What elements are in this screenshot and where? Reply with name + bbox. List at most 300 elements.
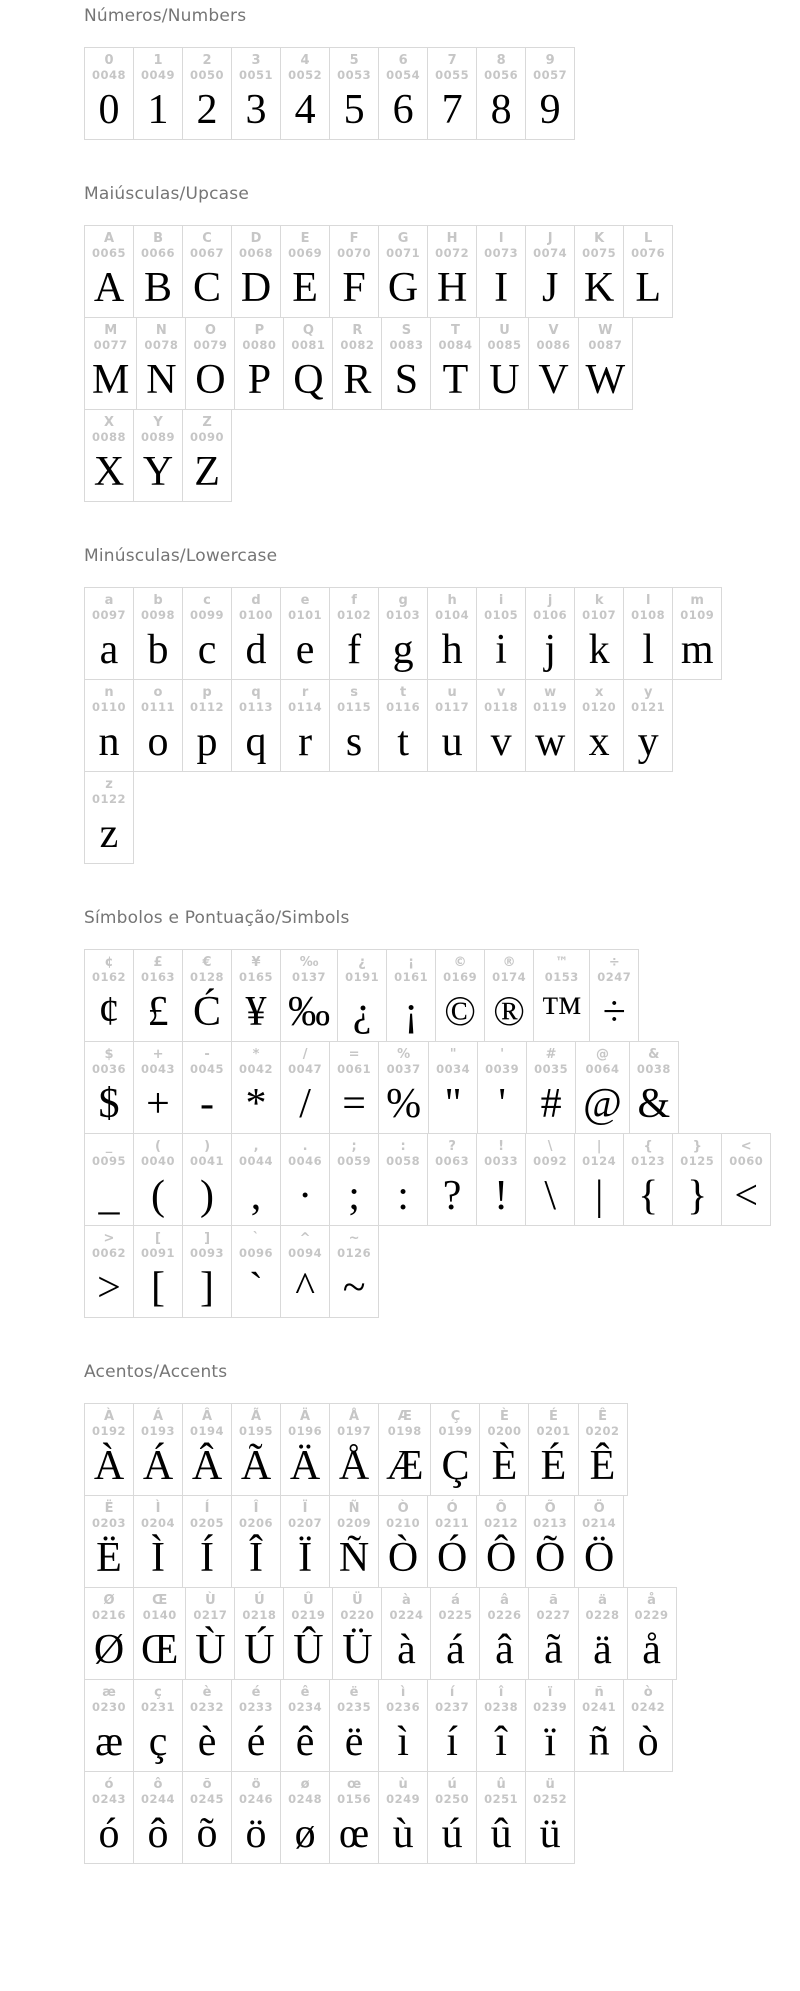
cell-glyph: X <box>93 449 125 495</box>
glyph-cell <box>84 949 134 1042</box>
glyph-row <box>84 1225 790 1318</box>
cell-code-label: 0219 <box>291 1608 326 1622</box>
cell-glyph: y <box>637 719 659 765</box>
cell-code-label: 0225 <box>438 1608 473 1622</box>
cell-code-label: 0088 <box>92 430 127 444</box>
cell-char-label: - <box>204 1047 210 1062</box>
cell-glyph: q <box>245 719 267 765</box>
glyph-cell <box>182 47 232 140</box>
cell-char-label: ) <box>204 1139 211 1154</box>
cell-glyph: n <box>98 719 120 765</box>
glyph-cell <box>574 679 624 772</box>
glyph-cell <box>280 225 330 318</box>
cell-char-label: Ú <box>254 1593 265 1608</box>
cell-glyph: < <box>734 1173 759 1219</box>
cell-code-label: 0252 <box>533 1792 568 1806</box>
cell-char-label: m <box>690 593 704 608</box>
cell-code-label: 0051 <box>239 68 274 82</box>
cell-char-label: x <box>594 685 604 700</box>
glyph-cell <box>476 1495 526 1588</box>
cell-glyph: K <box>583 265 615 311</box>
cell-glyph: Ì <box>151 1535 166 1581</box>
cell-char-label: æ <box>102 1685 116 1700</box>
cell-code-label: 0058 <box>386 1154 421 1168</box>
cell-code-label: 0052 <box>288 68 323 82</box>
cell-glyph: , <box>250 1173 262 1219</box>
cell-char-label: Ó <box>446 1501 458 1516</box>
glyph-cell <box>427 1771 477 1864</box>
cell-glyph: # <box>540 1081 562 1127</box>
cell-code-label: 0078 <box>144 338 179 352</box>
glyph-row <box>84 225 790 318</box>
cell-code-label: 0247 <box>597 970 632 984</box>
cell-char-label: @ <box>595 1047 609 1062</box>
cell-glyph: ú <box>441 1811 463 1857</box>
glyph-cell <box>280 1495 330 1588</box>
glyph-cell <box>182 587 232 680</box>
cell-glyph: { <box>638 1173 659 1219</box>
cell-code-label: 0039 <box>485 1062 520 1076</box>
cell-code-label: 0206 <box>239 1516 274 1530</box>
cell-glyph: 7 <box>441 87 463 133</box>
cell-glyph: Ï <box>298 1535 313 1581</box>
glyph-cell <box>231 1403 281 1496</box>
cell-code-label: 0246 <box>239 1792 274 1806</box>
glyph-cell <box>133 679 183 772</box>
cell-char-label: h <box>447 593 457 608</box>
cell-code-label: 0128 <box>190 970 225 984</box>
cell-glyph: å <box>642 1627 661 1673</box>
cell-glyph: Ü <box>342 1627 373 1673</box>
cell-char-label: î <box>498 1685 504 1700</box>
cell-char-label: G <box>397 231 409 246</box>
cell-char-label: d <box>251 593 261 608</box>
glyph-cell <box>528 317 578 410</box>
cell-glyph: À <box>93 1443 125 1489</box>
cell-glyph: ! <box>494 1173 509 1219</box>
glyph-cell <box>332 1587 382 1680</box>
cell-glyph: ó <box>98 1811 120 1857</box>
cell-code-label: 0049 <box>141 68 176 82</box>
glyph-cell <box>182 1403 232 1496</box>
cell-char-label: ú <box>447 1777 457 1792</box>
glyph-cell <box>329 1495 379 1588</box>
cell-glyph: à <box>397 1627 416 1673</box>
glyph-cell <box>623 1133 673 1226</box>
cell-code-label: 0153 <box>544 970 579 984</box>
cell-glyph: ö <box>245 1811 267 1857</box>
cell-char-label: _ <box>105 1139 113 1154</box>
glyph-cell <box>84 47 134 140</box>
glyph-cell <box>84 1225 134 1318</box>
glyph-cell <box>525 47 575 140</box>
cell-code-label: 0069 <box>288 246 323 260</box>
cell-char-label: å <box>647 1593 656 1608</box>
glyph-cell <box>386 949 436 1042</box>
glyph-cell <box>84 1495 134 1588</box>
cell-code-label: 0099 <box>190 608 225 622</box>
glyph-cell <box>136 317 186 410</box>
glyph-cell <box>329 47 379 140</box>
cell-char-label: õ <box>202 1777 212 1792</box>
cell-glyph: F <box>342 265 366 311</box>
cell-char-label: [ <box>155 1231 161 1246</box>
cell-char-label: Â <box>202 1409 213 1424</box>
cell-char-label: 7 <box>447 53 457 68</box>
glyph-cell <box>231 587 281 680</box>
cell-code-label: 0087 <box>588 338 623 352</box>
cell-char-label: ¿ <box>358 955 366 970</box>
cell-code-label: 0062 <box>92 1246 127 1260</box>
cell-glyph: í <box>446 1719 458 1765</box>
glyph-cell <box>231 949 281 1042</box>
glyph-cell <box>525 225 575 318</box>
glyph-grid <box>84 225 790 502</box>
glyph-cell <box>672 587 722 680</box>
cell-code-label: 0103 <box>386 608 421 622</box>
glyph-row <box>84 679 790 772</box>
cell-glyph: Æ <box>386 1443 424 1489</box>
glyph-cell <box>231 225 281 318</box>
glyph-cell <box>133 1679 183 1772</box>
cell-glyph: m <box>680 627 714 673</box>
cell-code-label: 0249 <box>386 1792 421 1806</box>
glyph-row <box>84 409 790 502</box>
cell-glyph: ò <box>637 1719 659 1765</box>
cell-glyph: Ä <box>289 1443 321 1489</box>
cell-char-label: è <box>202 1685 212 1700</box>
glyph-cell <box>280 1041 330 1134</box>
glyph-cell <box>332 317 382 410</box>
cell-code-label: 0079 <box>193 338 228 352</box>
glyph-cell <box>578 1587 628 1680</box>
cell-code-label: 0102 <box>337 608 372 622</box>
cell-code-label: 0043 <box>141 1062 176 1076</box>
cell-code-label: 0076 <box>631 246 666 260</box>
glyph-cell <box>623 1679 673 1772</box>
glyph-cell <box>479 1587 529 1680</box>
cell-code-label: 0110 <box>92 700 127 714</box>
cell-code-label: 0196 <box>288 1424 323 1438</box>
glyph-cell <box>280 1403 330 1496</box>
cell-glyph: A <box>93 265 125 311</box>
cell-char-label: $ <box>104 1047 114 1062</box>
cell-glyph: U <box>489 357 520 403</box>
cell-char-label: l <box>645 593 651 608</box>
glyph-cell <box>476 1133 526 1226</box>
cell-glyph: i <box>495 627 507 673</box>
cell-glyph: ¿ <box>352 989 372 1035</box>
cell-code-label: 0198 <box>387 1424 422 1438</box>
cell-glyph: ` <box>249 1265 264 1311</box>
cell-char-label: # <box>545 1047 557 1062</box>
glyph-cell <box>378 1771 428 1864</box>
cell-glyph: C <box>193 265 222 311</box>
glyph-cell <box>525 679 575 772</box>
cell-code-label: 0200 <box>487 1424 522 1438</box>
cell-glyph: ; <box>348 1173 360 1219</box>
cell-char-label: g <box>398 593 408 608</box>
cell-char-label: " <box>449 1047 457 1062</box>
glyph-cell <box>479 317 529 410</box>
cell-glyph: a <box>99 627 119 673</box>
cell-char-label: u <box>447 685 457 700</box>
cell-code-label: 0035 <box>534 1062 569 1076</box>
cell-glyph: G <box>387 265 419 311</box>
cell-code-label: 0234 <box>288 1700 323 1714</box>
cell-glyph: Ô <box>485 1535 517 1581</box>
cell-char-label: n <box>104 685 114 700</box>
cell-glyph: Ç <box>441 1443 470 1489</box>
cell-glyph: ¥ <box>245 989 267 1035</box>
cell-glyph: l <box>642 627 655 673</box>
cell-code-label: 0094 <box>288 1246 323 1260</box>
cell-code-label: 0233 <box>239 1700 274 1714</box>
cell-glyph: x <box>588 719 610 765</box>
cell-char-label: r <box>301 685 309 700</box>
glyph-cell <box>623 225 673 318</box>
cell-glyph: Ò <box>387 1535 419 1581</box>
cell-glyph: Ć <box>193 989 222 1035</box>
cell-glyph: Õ <box>534 1535 566 1581</box>
glyph-cell <box>133 1771 183 1864</box>
glyph-cell <box>430 317 480 410</box>
cell-char-label: ( <box>155 1139 161 1154</box>
cell-glyph: - <box>200 1081 215 1127</box>
glyph-section <box>84 1362 790 1864</box>
cell-code-label: 0047 <box>288 1062 323 1076</box>
cell-code-label: 0226 <box>487 1608 522 1622</box>
glyph-cell <box>574 1679 624 1772</box>
cell-char-label: Î <box>253 1501 259 1516</box>
glyph-cell <box>525 587 575 680</box>
cell-code-label: 0061 <box>337 1062 372 1076</box>
cell-char-label: Ê <box>598 1409 607 1424</box>
glyph-cell <box>84 1041 134 1134</box>
glyph-row <box>84 317 790 410</box>
glyph-cell <box>427 679 477 772</box>
cell-glyph: Í <box>200 1535 215 1581</box>
cell-glyph: ¡ <box>404 989 419 1035</box>
glyph-row <box>84 1587 790 1680</box>
cell-char-label: Ü <box>352 1593 363 1608</box>
cell-glyph: H <box>436 265 468 311</box>
cell-code-label: 0137 <box>292 970 327 984</box>
cell-char-label: ë <box>349 1685 359 1700</box>
cell-char-label: ‰ <box>299 955 319 970</box>
glyph-cell <box>337 949 387 1042</box>
cell-char-label: Z <box>202 415 212 430</box>
cell-glyph: g <box>392 627 414 673</box>
cell-glyph: Ö <box>583 1535 615 1581</box>
cell-char-label: ä <box>598 1593 607 1608</box>
glyph-cell <box>182 1041 232 1134</box>
cell-glyph: V <box>538 357 569 403</box>
glyph-cell <box>182 1771 232 1864</box>
cell-code-label: 0236 <box>386 1700 421 1714</box>
glyph-cell <box>84 317 137 410</box>
cell-glyph: b <box>147 627 169 673</box>
cell-char-label: X <box>103 415 115 430</box>
cell-char-label: É <box>549 1409 558 1424</box>
cell-char-label: \ <box>547 1139 553 1154</box>
cell-glyph: ] <box>200 1265 215 1311</box>
cell-code-label: 0036 <box>92 1062 127 1076</box>
glyph-cell <box>84 1403 134 1496</box>
cell-code-label: 0116 <box>386 700 421 714</box>
glyph-cell <box>329 1679 379 1772</box>
glyph-cell <box>525 1771 575 1864</box>
cell-glyph: ô <box>147 1811 169 1857</box>
cell-char-label: Ö <box>593 1501 605 1516</box>
glyph-cell <box>427 1495 477 1588</box>
glyph-section <box>84 546 790 864</box>
cell-code-label: 0064 <box>585 1062 620 1076</box>
glyph-cell <box>84 409 134 502</box>
glyph-cell <box>629 1041 679 1134</box>
glyph-row <box>84 949 790 1042</box>
cell-glyph: ê <box>295 1719 315 1765</box>
cell-char-label: ` <box>252 1231 260 1246</box>
cell-char-label: s <box>350 685 358 700</box>
cell-char-label: a <box>104 593 114 608</box>
cell-glyph: Ó <box>436 1535 468 1581</box>
cell-glyph: O <box>195 357 226 403</box>
cell-code-label: 0092 <box>533 1154 568 1168</box>
cell-code-label: 0101 <box>288 608 323 622</box>
cell-code-label: 0119 <box>533 700 568 714</box>
cell-glyph: Ñ <box>338 1535 370 1581</box>
cell-glyph: ì <box>397 1719 409 1765</box>
glyph-cell <box>231 1679 281 1772</box>
cell-code-label: 0163 <box>141 970 176 984</box>
cell-code-label: 0245 <box>190 1792 225 1806</box>
cell-code-label: 0050 <box>190 68 225 82</box>
cell-code-label: 0098 <box>141 608 176 622</box>
section-title: Maiúsculas/Upcase <box>84 184 249 204</box>
cell-char-label: à <box>402 1593 411 1608</box>
cell-char-label: ì <box>400 1685 406 1700</box>
cell-code-label: 0045 <box>190 1062 225 1076</box>
cell-char-label: K <box>594 231 605 246</box>
cell-char-label: ó <box>104 1777 114 1792</box>
cell-code-label: 0080 <box>242 338 277 352</box>
cell-code-label: 0091 <box>141 1246 176 1260</box>
glyph-row <box>84 1679 790 1772</box>
cell-code-label: 0057 <box>533 68 568 82</box>
cell-code-label: 0111 <box>141 700 176 714</box>
cell-char-label: F <box>349 231 359 246</box>
glyph-cell <box>133 949 183 1042</box>
cell-code-label: 0114 <box>288 700 323 714</box>
cell-glyph: î <box>495 1719 507 1765</box>
glyph-cell <box>578 317 634 410</box>
cell-glyph: % <box>386 1081 422 1127</box>
cell-char-label: : <box>400 1139 406 1154</box>
cell-char-label: È <box>500 1409 509 1424</box>
cell-glyph: = <box>342 1081 366 1127</box>
glyph-cell <box>231 1133 281 1226</box>
cell-char-label: é <box>251 1685 261 1700</box>
cell-code-label: 0086 <box>536 338 571 352</box>
cell-char-label: ü <box>545 1777 555 1792</box>
cell-char-label: ¥ <box>251 955 261 970</box>
cell-code-label: 0197 <box>337 1424 372 1438</box>
cell-glyph: Q <box>293 357 324 403</box>
glyph-cell <box>427 1133 477 1226</box>
glyph-cell <box>378 1495 428 1588</box>
cell-char-label: 5 <box>349 53 359 68</box>
glyph-cell <box>574 587 624 680</box>
glyph-grid <box>84 587 790 864</box>
cell-char-label: y <box>643 685 653 700</box>
cell-glyph: Ø <box>93 1627 125 1673</box>
cell-code-label: 0117 <box>435 700 470 714</box>
cell-glyph: 1 <box>147 87 169 133</box>
cell-code-label: 0073 <box>484 246 519 260</box>
cell-code-label: 0126 <box>337 1246 372 1260</box>
cell-char-label: b <box>153 593 163 608</box>
glyph-cell <box>329 1771 379 1864</box>
cell-char-label: ñ <box>594 1685 604 1700</box>
cell-char-label: ™ <box>555 955 569 970</box>
glyph-cell <box>280 47 330 140</box>
glyph-cell <box>182 679 232 772</box>
glyph-cell <box>329 1041 379 1134</box>
cell-glyph: [ <box>151 1265 166 1311</box>
cell-char-label: L <box>644 231 653 246</box>
cell-code-label: 0210 <box>386 1516 421 1530</box>
glyph-cell <box>329 587 379 680</box>
cell-code-label: 0231 <box>141 1700 176 1714</box>
cell-code-label: 0218 <box>242 1608 277 1622</box>
cell-char-label: Ô <box>495 1501 507 1516</box>
glyph-cell <box>329 679 379 772</box>
glyph-cell <box>280 587 330 680</box>
cell-glyph: : <box>397 1173 409 1219</box>
cell-code-label: 0120 <box>582 700 617 714</box>
cell-char-label: V <box>548 323 559 338</box>
cell-glyph: | <box>594 1173 604 1219</box>
cell-char-label: Ù <box>205 1593 216 1608</box>
cell-glyph: t <box>397 719 409 765</box>
cell-char-label: P <box>254 323 265 338</box>
cell-code-label: 0202 <box>585 1424 620 1438</box>
cell-code-label: 0229 <box>634 1608 669 1622</box>
cell-char-label: Á <box>152 1409 164 1424</box>
cell-char-label: ¢ <box>104 955 114 970</box>
glyph-cell <box>528 1403 578 1496</box>
cell-char-label: D <box>250 231 262 246</box>
glyph-cell <box>84 679 134 772</box>
cell-char-label: œ <box>346 1777 362 1792</box>
cell-glyph: ® <box>493 989 526 1035</box>
cell-code-label: 0053 <box>337 68 372 82</box>
cell-char-label: w <box>544 685 557 700</box>
glyph-row <box>84 1495 790 1588</box>
glyph-cell <box>574 1495 624 1588</box>
cell-code-label: 0192 <box>92 1424 127 1438</box>
cell-code-label: 0081 <box>291 338 326 352</box>
cell-glyph: Z <box>194 449 220 495</box>
cell-code-label: 0033 <box>484 1154 519 1168</box>
cell-char-label: { <box>643 1139 653 1154</box>
glyph-cell <box>525 1133 575 1226</box>
cell-code-label: 0238 <box>484 1700 519 1714</box>
glyph-cell <box>525 1495 575 1588</box>
glyph-cell <box>329 1133 379 1226</box>
cell-code-label: 0059 <box>337 1154 372 1168</box>
